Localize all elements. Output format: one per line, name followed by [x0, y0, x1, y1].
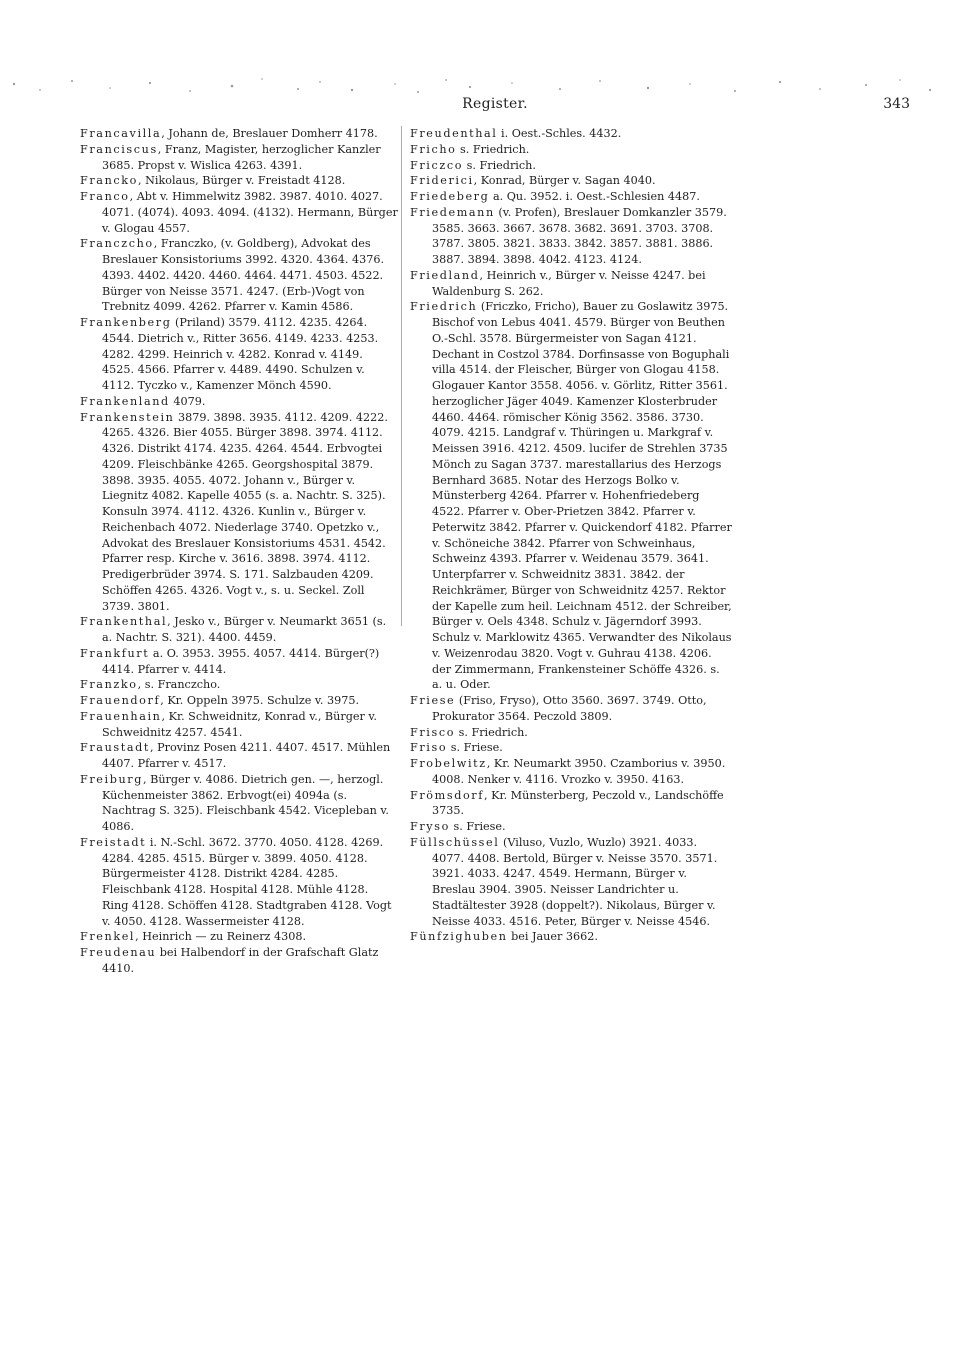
index-entry — [80, 126, 398, 142]
index-entry — [410, 819, 732, 835]
index-entry — [80, 394, 398, 410]
index-entry — [80, 740, 398, 772]
index-entry — [80, 693, 398, 709]
entry-headword: Fraustadt — [80, 741, 150, 755]
page-title: Register. — [462, 96, 528, 112]
entry-headword: Friderici — [410, 174, 474, 188]
entry-headword: Freudenau — [80, 946, 157, 959]
column-divider — [401, 126, 402, 626]
entry-headword: Fünfzighuben — [410, 930, 508, 944]
index-entry — [80, 315, 398, 394]
page-number: 343 — [883, 96, 910, 112]
index-entry — [410, 268, 732, 300]
entry-headword: Franczcho — [80, 237, 154, 251]
index-entry — [80, 189, 398, 236]
index-entry — [410, 126, 732, 142]
entry-headword: Franciscus — [80, 142, 158, 156]
entry-text: s. Friese. — [447, 741, 503, 755]
entry-headword: Frankenthal — [80, 615, 168, 629]
index-entry — [410, 173, 732, 189]
index-entry — [80, 677, 398, 693]
entry-text: , Nikolaus, Bürger v. Freistadt 4128. — [137, 174, 346, 188]
entry-headword: Frauendorf — [80, 694, 161, 707]
index-entry — [80, 410, 398, 615]
entry-text: , Jesko v., Bürger v. Neumarkt 3651 (s. a. Nachtr. S. 321). 4400. 4459. — [102, 615, 387, 644]
entry-text: , Heinrich — zu Reinerz 4308. — [135, 930, 307, 944]
entry-headword: Franco — [80, 190, 130, 203]
index-entry — [80, 772, 398, 835]
entry-headword: Freudenthal — [410, 127, 498, 140]
index-entry — [80, 835, 398, 930]
entry-headword: Francko — [80, 174, 138, 188]
entry-headword: Fricho — [410, 142, 457, 156]
entry-text: 4079. — [169, 394, 206, 408]
entry-text: , s. Franczcho. — [137, 678, 221, 692]
entry-text: , Franczko, (v. Goldberg), Advokat des Breslauer Konsistoriums 3992. 4320. 4364. 4376. 4393. 4402. 4420. 4460. 4464. 4471. 4503. 4522. Bürger von Neisse 3571. 4247. (Erb-)Vogt von Trebnitz 4099. 4262. Pfarrer v. Kamin 4586. — [102, 237, 385, 314]
entry-text: , Provinz Posen 4211. 4407. 4517. Mühlen 4407. Pfarrer v. 4517. — [102, 741, 391, 770]
entry-headword: Frankfurt — [80, 646, 150, 660]
index-entry — [80, 614, 398, 646]
index-entry — [80, 236, 398, 315]
index-entry — [410, 725, 732, 741]
left-column — [80, 126, 398, 977]
entry-headword: Füllschüssel — [410, 835, 500, 849]
index-entry — [410, 205, 732, 268]
index-entry — [410, 835, 732, 930]
entry-text: (Priland) 3579. 4112. 4235. 4264. 4544. Dietrich v., Ritter 3656. 4149. 4233. 4253. 4282. 4299. Heinrich v. 4282. Konrad v. 4149. 4525. 4566. Pfarrer v. 4489. 4490. Schulzen v. 4112. Tyczko v., Kamenzer Mönch 4590. — [102, 316, 379, 392]
entry-headword: Frobelwitz — [410, 757, 487, 770]
index-entry — [80, 709, 398, 741]
entry-headword: Fryso — [410, 820, 450, 833]
entry-headword: Frankenstein — [80, 410, 175, 424]
entry-headword: Frankenberg — [80, 316, 172, 329]
entry-text: , Bürger v. 4086. Dietrich gen. —, herzogl. Küchenmeister 3862. Erbvogt(ei) 4094a (s. Nachtrag S. 325). Fleischbank 4542. Vicepleban v. 4086. — [102, 772, 389, 833]
entry-text: , Kr. Oppeln 3975. Schulze v. 3975. — [160, 694, 360, 707]
entry-headword: Friedrich — [410, 300, 478, 314]
entry-text: (Viluso, Vuzlo, Wuzlo) 3921. 4033. 4077. 4408. Bertold, Bürger v. Neisse 3570. 3571. 3921. 4033. 4247. 4549. Hermann, Bürger v. Breslau 3904. 3905. Neisser Landrichter u. Stadtältester 3928 (doppelt?). Nikolaus, Bürger v. Neisse 4033. 4516. Peter, Bürger v. Neisse 4546. — [432, 835, 718, 928]
entry-text: s. Friese. — [449, 820, 506, 833]
entry-text: a. Qu. 3952. i. Oest.-Schlesien 4487. — [489, 190, 700, 203]
index-entry — [410, 142, 732, 158]
entry-headword: Freiburg — [80, 772, 143, 786]
entry-text: bei Jauer 3662. — [507, 930, 598, 944]
entry-headword: Frömsdorf — [410, 788, 484, 802]
entry-text: i. Oest.-Schles. 4432. — [497, 127, 622, 140]
entry-text: , Heinrich v., Bürger v. Neisse 4247. bei Waldenburg S. 262. — [432, 268, 706, 298]
index-entry — [80, 929, 398, 945]
entry-headword: Friczco — [410, 158, 464, 172]
page-header — [80, 96, 910, 118]
index-entry — [410, 299, 732, 693]
index-entry — [410, 756, 732, 788]
entry-text: , Abt v. Himmelwitz 3982. 3987. 4010. 4027. 4071. (4074). 4093. 4094. (4132). Hermann, Bürger v. Glogau 4557. — [102, 190, 398, 235]
entry-text: , Kr. Schweidnitz, Konrad v., Bürger v. Schweidnitz 4257. 4541. — [102, 709, 377, 739]
index-entry — [410, 158, 732, 174]
entry-text: , Johann de, Breslauer Domherr 4178. — [161, 127, 378, 140]
entry-headword: Frauenhain — [80, 709, 162, 723]
entry-text: , Konrad, Bürger v. Sagan 4040. — [473, 174, 656, 188]
index-entry — [80, 646, 398, 678]
entry-headword: Francavilla — [80, 127, 162, 140]
index-entry — [80, 173, 398, 189]
entry-text: s. Friedrich. — [463, 158, 536, 172]
entry-text: (Friso, Fryso), Otto 3560. 3697. 3749. Otto, Prokurator 3564. Peczold 3809. — [432, 694, 707, 723]
index-entry — [410, 693, 732, 725]
index-entry — [410, 788, 732, 820]
entry-text: , Kr. Neumarkt 3950. Czamborius v. 3950. 4008. Nenker v. 4116. Vrozko v. 3950. 4163. — [432, 757, 726, 786]
entry-text: bei Halbendorf in der Grafschaft Glatz 4410. — [102, 946, 379, 975]
right-column — [410, 126, 732, 945]
index-entry — [410, 740, 732, 756]
index-entry — [410, 929, 732, 945]
index-entry — [80, 142, 398, 174]
entry-headword: Friedland — [410, 268, 480, 282]
entry-headword: Freistadt — [80, 835, 147, 849]
entry-text: i. N.-Schl. 3672. 3770. 4050. 4128. 4269. 4284. 4285. 4515. Bürger v. 3899. 4050. 4128. Bürgermeister 4128. Distrikt 4284. 4285. Fleischbank 4128. Hospital 4128. Mühle 4128. Ring 4128. Schöffen 4128. Stadtgraben 4128. Vogt v. 4050. 4128. Wassermeister 4128. — [102, 835, 392, 928]
entry-text: , Franz, Magister, herzoglicher Kanzler 3685. Propst v. Wislica 4263. 4391. — [102, 142, 381, 172]
entry-text: s. Friedrich. — [455, 725, 528, 739]
index-entry — [410, 189, 732, 205]
entry-text: 3879. 3898. 3935. 4112. 4209. 4222. 4265. 4326. Bier 4055. Bürger 3898. 3974. 4112. 4326. Distrikt 4174. 4235. 4264. 4544. Erbvogtei 4209. Fleischbänke 4265. Georgshospital 3879. 3898. 3935. 4055. 4072. Johann v., Bürger v. Liegnitz 4082. Kapelle 4055 (s. a. Nachtr. S. 325). Konsuln 3974. 4112. 4326. Kunlin v., Bürger v. Reichenbach 4072. Niederlage 3740. Opetzko v., Advokat des Breslauer Konsistoriums 4531. 4542. Pfarrer resp. Kirche v. 3616. 3898. 3974. 4112. Predigerbrüder 3974. S. 171. Salzbauden 4209. Schöffen 4265. 4326. Vogt v., s. u. Seckel. Zoll 3739. 3801. — [102, 410, 388, 613]
entry-headword: Frankenland — [80, 394, 170, 408]
entry-headword: Friso — [410, 741, 448, 755]
index-entry — [80, 945, 398, 977]
entry-headword: Frenkel — [80, 930, 136, 944]
entry-text: a. O. 3953. 3955. 4057. 4414. Bürger(?) 4414. Pfarrer v. 4414. — [102, 646, 380, 676]
entry-headword: Franzko — [80, 678, 138, 692]
entry-headword: Friese — [410, 694, 456, 707]
entry-headword: Frisco — [410, 725, 456, 739]
entry-text: (Friczko, Fricho), Bauer zu Goslawitz 3975. Bischof von Lebus 4041. 4579. Bürger von Beuthen O.-Schl. 3578. Bürgermeister von Sagan 4121. Dechant in Costzol 3784. Dorfinsasse von Boguphali villa 4514. der Fleischer, Bürger von Glogau 4158. Glogauer Kantor 3558. 4056. v. Görlitz, Ritter 3561. herzoglicher Jäger 4049. Kamenzer Klosterbruder 4460. 4464. römischer König 3562. 3586. 3730. 4079. 4215. Landgraf v. Thüringen u. Markgraf v. Meissen 3916. 4212. 4509. lucifer de Strehlen 3735 Mönch zu Sagan 3737. marestallarius des Herzogs Bernhard 3685. Notar des Herzogs Bolko v. Münsterberg 4264. Pfarrer v. Hohenfriedeberg 4522. Pfarrer v. Ober-Prietzen 3842. Pfarrer v. Peterwitz 3842. Pfarrer v. Quickendorf 4182. Pfarrer v. Schöneiche 3842. Pfarrer von Schweinhaus, Schweinz 4393. Pfarrer v. Weidenau 3579. 3641. Unterpfarrer v. Schweidnitz 3831. 3842. der Reichkrämer, Bürger von Schweidnitz 4257. Rektor der Kapelle zum heil. Leichnam 4512. der Schreiber, Bürger v. Oels 4348. Schulz v. Jägerndorf 3993. Schulz v. Marklowitz 4365. Verwandter des Nikolaus v. Weizenrodau 3820. Vogt v. Guhrau 4138. 4206. der Zimmermann, Frankensteiner Schöffe 4326. s. a. u. Oder. — [432, 300, 732, 692]
entry-headword: Friedemann — [410, 205, 495, 219]
entry-text: , Kr. Münsterberg, Peczold v., Landschöffe 3735. — [432, 788, 724, 818]
entry-text: s. Friedrich. — [456, 142, 530, 156]
entry-headword: Friedeberg — [410, 190, 490, 203]
entry-text: (v. Profen), Breslauer Domkanzler 3579. 3585. 3663. 3667. 3678. 3682. 3691. 3703. 3708. 3787. 3805. 3821. 3833. 3842. 3857. 3881. 3886. 3887. 3894. 3898. 4042. 4123. 4124. — [432, 205, 727, 266]
